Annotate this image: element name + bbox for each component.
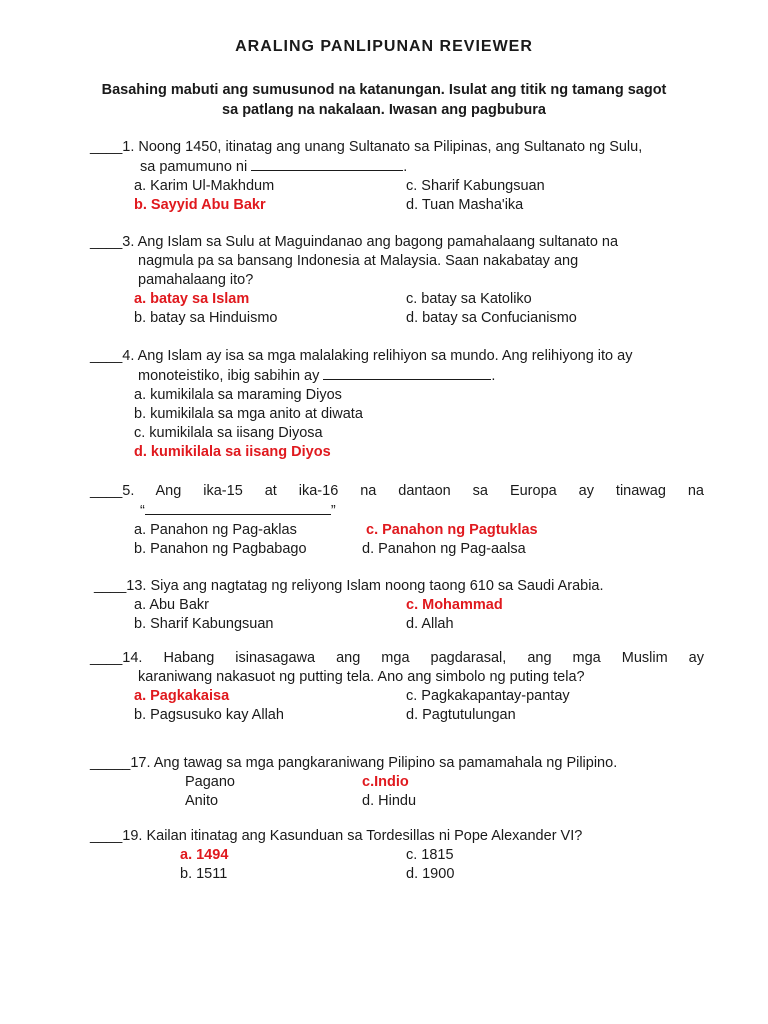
options [90, 386, 704, 462]
option-b: b. batay sa Hinduismo [134, 310, 278, 326]
answer-blank[interactable]: ____ [90, 348, 123, 364]
fill-in-blank [251, 157, 403, 171]
instruction-line-2: sa patlang na nakalaan. Iwasan ang pagbubura [222, 102, 546, 118]
open-quote: “ [140, 503, 145, 519]
question-number: 4. [122, 348, 135, 364]
question-text-continued: monoteistiko, ibig sabihin ay [138, 368, 320, 384]
answer-blank[interactable]: ____ [90, 139, 123, 155]
option-a: a. Abu Bakr [134, 597, 209, 613]
question-text: Siya ang nagtatag ng reliyong Islam noong taong 610 sa Saudi Arabia. [150, 578, 604, 594]
question-text: Ang ika-15 at ika-16 na dantaon sa Europa ay tinawag na [155, 483, 704, 499]
option-b: b. 1511 [180, 866, 228, 882]
options [94, 596, 708, 634]
option-d: d. Panahon ng Pag-aalsa [362, 541, 526, 557]
question-3 [90, 233, 704, 328]
option-a-correct: a. 1494 [180, 847, 229, 863]
options [90, 521, 704, 559]
fill-in-blank [145, 501, 331, 515]
option-c-correct: c. Mohammad [406, 597, 503, 613]
option-d: d. Hindu [362, 793, 417, 809]
option-d: d. Pagtutulungan [406, 707, 516, 723]
page-title: ARALING PANLIPUNAN REVIEWER [235, 38, 533, 55]
question-text: Ang tawag sa mga pangkaraniwang Pilipino sa pamamahala ng Pilipino. [153, 755, 618, 771]
option-b: b. kumikilala sa mga anito at diwata [134, 406, 363, 422]
question-text-continued: karaniwang nakasuot ng putting tela. Ano ang simbolo ng puting tela? [138, 669, 585, 685]
option-b-correct: b. Sayyid Abu Bakr [134, 197, 266, 213]
instructions [60, 80, 708, 120]
question-text-continued: pamahalaang ito? [138, 272, 254, 288]
option-c-correct: c.Indio [362, 774, 409, 790]
question-13 [94, 577, 708, 634]
option-c-correct: c. Panahon ng Pagtuklas [366, 522, 538, 538]
option-a-correct: a. Pagkakaisa [134, 688, 230, 704]
option-c: c. 1815 [406, 847, 454, 863]
option-a: a. Karim Ul-Makhdum [134, 178, 275, 194]
answer-blank[interactable]: ____ [90, 650, 123, 666]
question-number: 5. [122, 483, 135, 499]
option-d-correct: d. kumikilala sa iisang Diyos [134, 444, 331, 460]
option-d: d. batay sa Confucianismo [406, 310, 577, 326]
option-c: c. Pagkakapantay-pantay [406, 688, 570, 704]
option-a: a. Panahon ng Pag-aklas [134, 522, 297, 538]
question-text-continued: nagmula pa sa bansang Indonesia at Malaysia. Saan nakabatay ang [138, 253, 579, 269]
question-number: 14. [122, 650, 143, 666]
answer-blank[interactable]: ____ [94, 578, 127, 594]
options [90, 290, 704, 328]
options [90, 687, 704, 725]
question-number: 1. [122, 139, 135, 155]
option-b: b. Panahon ng Pagbabago [134, 541, 307, 557]
question-19 [90, 827, 704, 884]
question-text: Noong 1450, itinatag ang unang Sultanato sa Pilipinas, ang Sultanato ng Sulu, [138, 139, 643, 155]
close-quote: ” [330, 503, 336, 519]
question-text: Habang isinasagawa ang mga pagdarasal, ang mga Muslim ay [163, 650, 704, 666]
question-text: Kailan itinatag ang Kasunduan sa Tordesillas ni Pope Alexander VI? [146, 828, 583, 844]
option-a: a. kumikilala sa maraming Diyos [134, 387, 342, 403]
option-c: c. batay sa Katoliko [406, 291, 532, 307]
question-text: Ang Islam ay isa sa mga malalaking relihiyon sa mundo. Ang relihiyong ito ay [137, 348, 633, 364]
question-4: ____4. Ang Islam ay isa sa mga malalaking relihiyon sa mundo. Ang relihiyong ito ay monoteistiko, ibig sabihin ay . a. kumikilala sa maraming Diyos b. kumikilala sa mga anito at diwata c. kumikilala sa iisang Diyosa d. kumikilala sa iisang Diyos [90, 347, 704, 462]
option-a: Pagano [185, 774, 235, 790]
question-number: 17. [130, 755, 151, 771]
question-5 [90, 482, 704, 559]
answer-blank[interactable]: ____ [90, 828, 123, 844]
question-14 [90, 649, 704, 725]
question-number: 3. [122, 234, 135, 250]
option-b: b. Pagsusuko kay Allah [134, 707, 284, 723]
option-d: d. 1900 [406, 866, 455, 882]
question-17 [90, 754, 704, 811]
answer-blank[interactable]: _____ [90, 755, 131, 771]
options [90, 846, 704, 884]
question-number: 19. [122, 828, 143, 844]
option-b: b. Sharif Kabungsuan [134, 616, 274, 632]
fill-in-blank [323, 366, 491, 380]
question-number: 13. [126, 578, 147, 594]
option-c: c. Sharif Kabungsuan [406, 178, 545, 194]
option-a-correct: a. batay sa Islam [134, 291, 250, 307]
option-c: c. kumikilala sa iisang Diyosa [134, 425, 323, 441]
options [90, 773, 704, 811]
question-text: Ang Islam sa Sulu at Maguindanao ang bagong pamahalaang sultanato na [137, 234, 619, 250]
question-1: ____1. Noong 1450, itinatag ang unang Sultanato sa Pilipinas, ang Sultanato ng Sulu, sa pamumuno ni . a. Karim Ul-Makhdum b. Sayyid Abu Bakr c. Sharif Kabungsuan d. Tuan Masha'ika [90, 138, 704, 215]
answer-blank[interactable]: ____ [90, 483, 123, 499]
option-d: d. Tuan Masha'ika [406, 197, 524, 213]
options [90, 177, 704, 215]
instruction-line-1: Basahing mabuti ang sumusunod na katanungan. Isulat ang titik ng tamang sagot [101, 82, 667, 98]
answer-blank[interactable]: ____ [90, 234, 123, 250]
option-b: Anito [185, 793, 219, 809]
option-d: d. Allah [406, 616, 454, 632]
question-text-continued: sa pamumuno ni [140, 159, 248, 175]
